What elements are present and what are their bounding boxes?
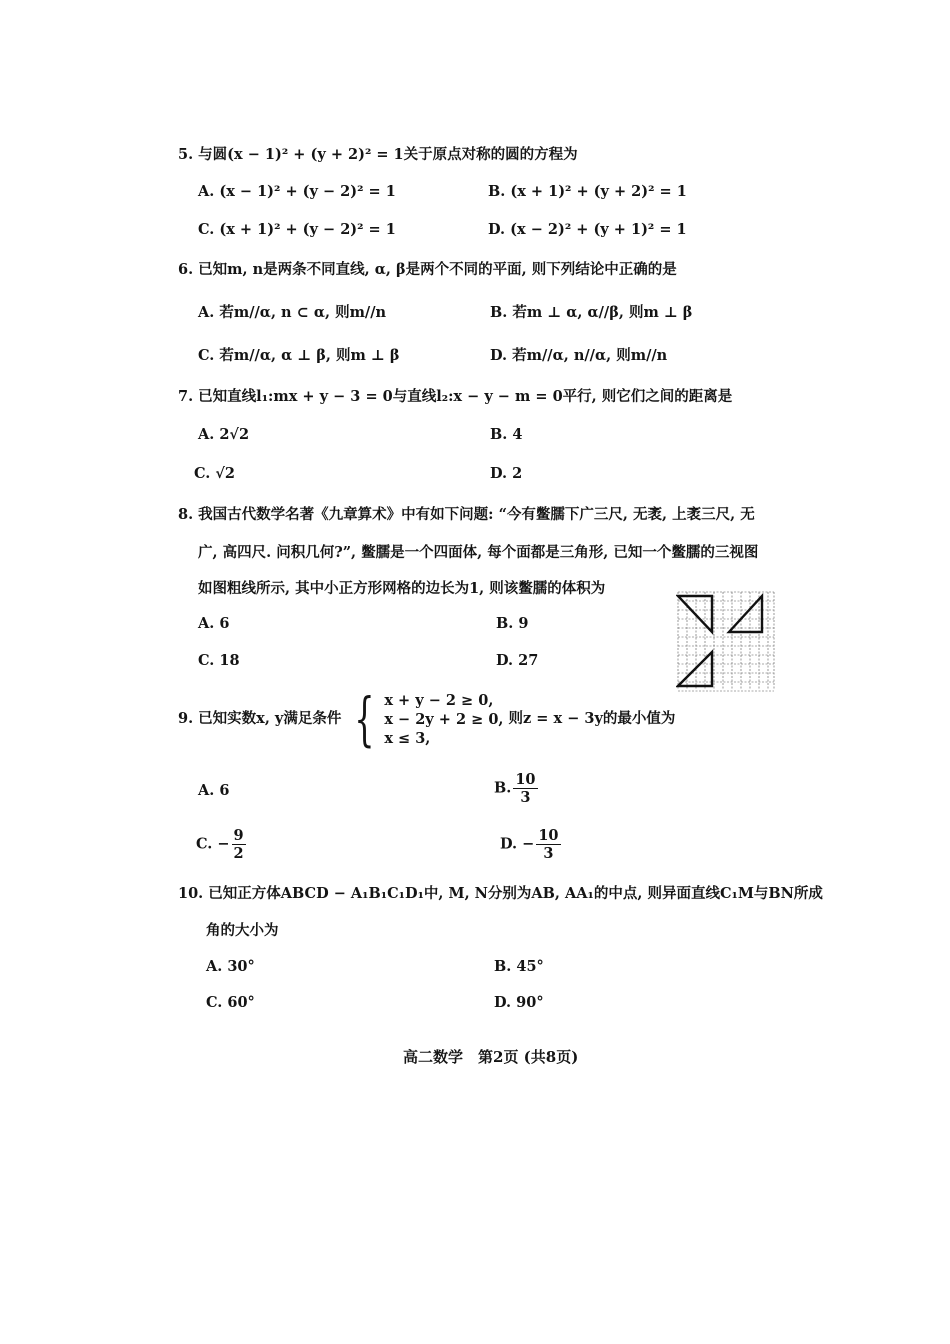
q9-stem-prefix: 9. 已知实数x, y满足条件 (178, 710, 342, 727)
q9-stem (178, 685, 676, 753)
side-view-triangle (729, 596, 762, 632)
front-view-triangle (678, 596, 712, 632)
q7-option-c: C. √2 (194, 465, 236, 482)
fraction-denominator: 3 (543, 845, 554, 863)
q7-option-a: A. 2√2 (198, 426, 250, 443)
q9-option-d-prefix: D. − (500, 835, 535, 853)
q9-option-c-prefix: C. − (196, 835, 230, 853)
q6-stem: 6. 已知m, n是两条不同直线, α, β是两个不同的平面, 则下列结论中正确的是 (178, 261, 677, 278)
q6-option-d: D. 若m//α, n//α, 则m//n (490, 347, 668, 364)
q9-option-b-prefix: B. (494, 779, 512, 797)
q10-option-b: B. 45° (494, 958, 544, 975)
q6-option-c: C. 若m//α, α ⊥ β, 则m ⊥ β (198, 347, 400, 364)
q9-option-b (494, 772, 538, 805)
q5-option-c: C. (x + 1)² + (y − 2)² = 1 (198, 221, 396, 238)
q5-option-b: B. (x + 1)² + (y + 2)² = 1 (488, 183, 687, 200)
three-view-grid-figure (676, 590, 776, 692)
q8-option-a: A. 6 (198, 615, 230, 632)
q10-option-c: C. 60° (206, 994, 255, 1011)
q10-option-d: D. 90° (494, 994, 544, 1011)
q8-stem-line3: 如图粗线所示, 其中小正方形网格的边长为1, 则该鳖臑的体积为 (198, 580, 606, 597)
q8-option-b: B. 9 (496, 615, 529, 632)
q8-stem-line1: 8. 我国古代数学名著《九章算术》中有如下问题: “今有鳖臑下广三尺, 无袤, 上袤三尺, 无 (178, 506, 755, 523)
q7-stem: 7. 已知直线l₁:mx + y − 3 = 0与直线l₂:x − y − m = 0平行, 则它们之间的距离是 (178, 388, 733, 405)
q10-stem-line1: 10. 已知正方体ABCD − A₁B₁C₁D₁中, M, N分别为AB, AA₁的中点, 则异面直线C₁M与BN所成 (178, 885, 823, 902)
fraction-numerator: 10 (538, 827, 559, 844)
q7-option-b: B. 4 (490, 426, 523, 443)
q6-option-a: A. 若m//α, n ⊂ α, 则m//n (198, 304, 387, 321)
q10-stem-line2: 角的大小为 (206, 922, 279, 939)
q9-stem-suffix: 则z = x − 3y的最小值为 (508, 710, 676, 727)
q7-option-d: D. 2 (490, 465, 523, 482)
page-footer: 高二数学 第2页 (共8页) (403, 1048, 579, 1066)
q9-condition-1: x + y − 2 ≥ 0, (384, 691, 494, 709)
q8-stem-line2: 广, 高四尺. 问积几何?”, 鳖臑是一个四面体, 每个面都是三角形, 已知一个鳖臑的三视图 (198, 544, 759, 561)
q9-option-c (196, 828, 246, 861)
q6-option-b: B. 若m ⊥ α, α//β, 则m ⊥ β (490, 304, 693, 321)
left-brace-icon: { (354, 685, 376, 753)
q9-condition-3: x ≤ 3, (384, 729, 431, 747)
fraction-numerator: 9 (233, 827, 244, 844)
grid-lines (678, 592, 774, 691)
q9-option-c-fraction (232, 828, 246, 861)
q8-option-d: D. 27 (496, 652, 539, 669)
thick-outlines (678, 596, 762, 686)
q5-option-d: D. (x − 2)² + (y + 1)² = 1 (488, 221, 687, 238)
q10-option-a: A. 30° (206, 958, 255, 975)
q9-condition-system (346, 685, 504, 753)
fraction-denominator: 2 (233, 845, 244, 863)
q9-option-a: A. 6 (198, 782, 230, 799)
q9-option-b-fraction (513, 772, 537, 805)
q5-stem: 5. 与圆(x − 1)² + (y + 2)² = 1关于原点对称的圆的方程为 (178, 146, 578, 163)
q9-condition-2: x − 2y + 2 ≥ 0, (384, 710, 504, 728)
fraction-numerator: 10 (515, 771, 536, 788)
q5-option-a: A. (x − 1)² + (y − 2)² = 1 (198, 183, 396, 200)
q9-option-d-fraction (536, 828, 560, 861)
q8-option-c: C. 18 (198, 652, 240, 669)
fraction-denominator: 3 (520, 789, 531, 807)
top-view-triangle (678, 652, 712, 686)
q9-option-d (500, 828, 561, 861)
